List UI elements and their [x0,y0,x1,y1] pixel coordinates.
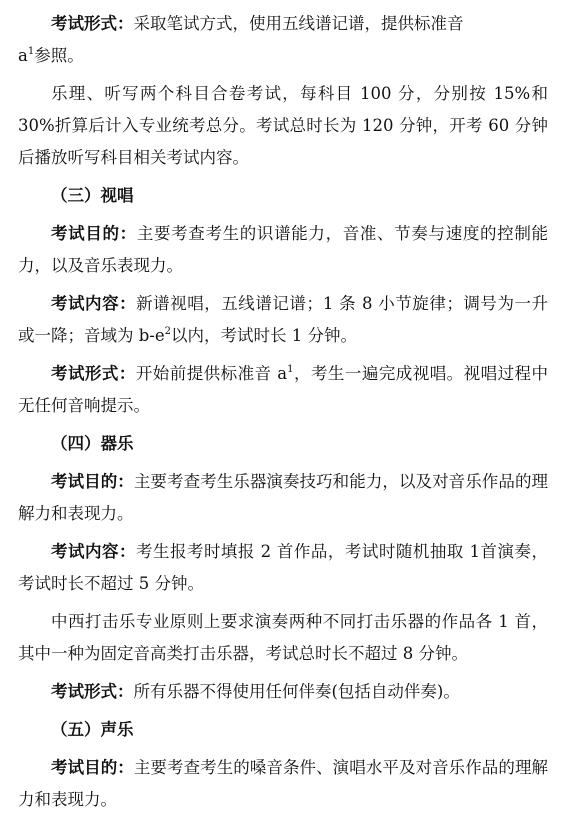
label-exam-format: 考试形式： [51,364,136,383]
label-exam-purpose: 考试目的： [51,224,137,243]
paragraph-text-after: 参照。 [34,46,84,65]
paragraph-sight-singing-content [18,288,548,352]
label-exam-purpose: 考试目的： [51,472,134,491]
paragraph-text: 开始前提供标准音 a [135,364,288,383]
label-exam-format: 考试形式： [51,14,134,33]
paragraph-vocal-purpose [18,752,548,816]
label-exam-content: 考试内容： [51,294,137,313]
paragraph-instrumental-purpose [18,466,548,530]
paragraph-text-after: 以内，考试时长 1 分钟。 [171,326,358,345]
section-heading-instrumental: （四）器乐 [51,434,134,453]
section-heading-vocal: （五）声乐 [51,720,134,739]
label-exam-format: 考试形式： [51,682,134,701]
pitch-a: a [18,46,28,65]
section-heading-sight-singing: （三）视唱 [51,186,134,205]
paragraph-sight-singing-format [18,358,548,422]
paragraph-text: 采取笔试方式，使用五线谱记谱，提供标准音 [133,14,464,33]
superscript: 1 [287,364,294,375]
paragraph-text: 主要考查考生乐器演奏技巧和能力，以及对音乐作品的理解力和表现力。 [18,472,549,523]
paragraph-text: 中西打击乐专业原则上要求演奏两种不同打击乐器的作品各 1 首，其中一种为固定音高类打击乐器，考试总时长不超过 8 分钟。 [18,612,548,663]
paragraph-instrumental-content [18,536,548,600]
paragraph-exam-format-theory [18,8,548,72]
label-exam-purpose: 考试目的： [51,758,134,777]
paragraph-instrumental-format [18,676,548,708]
paragraph-sight-singing-purpose [18,218,548,282]
paragraph-percussion-rule [18,606,548,670]
superscript: 2 [164,326,172,337]
paragraph-text: 考生报考时填报 2 首作品，考试时随机抽取 1首演奏，考试时长不超过 5 分钟。 [18,542,549,593]
paragraph-text: 所有乐器不得使用任何伴奏(包括自动伴奏)。 [133,682,460,701]
superscript: 1 [27,46,35,57]
paragraph-text: 乐理、听写两个科目合卷考试，每科目 100 分，分别按 15%和 30%折算后计入专业统考总分。考试总时长为 120 分钟，开考 60 分钟后播放听写科目相关考试内容。 [18,84,548,167]
paragraph-scoring [18,78,548,174]
paragraph-text: 新谱视唱，五线谱记谱；1 条 8 小节旋律；调号为一升或一降；音域为 b-e [18,294,548,345]
paragraph-text: 主要考查考生的嗓音条件、演唱水平及对音乐作品的理解力和表现力。 [18,758,549,809]
label-exam-content: 考试内容： [51,542,136,561]
document-page [18,8,548,816]
paragraph-text-after: ，考生一遍完成视唱。视唱过程中无任何音响提示。 [18,364,549,415]
paragraph-text: 主要考查考生的识谱能力，音准、节奏与速度的控制能力，以及音乐表现力。 [18,224,549,275]
